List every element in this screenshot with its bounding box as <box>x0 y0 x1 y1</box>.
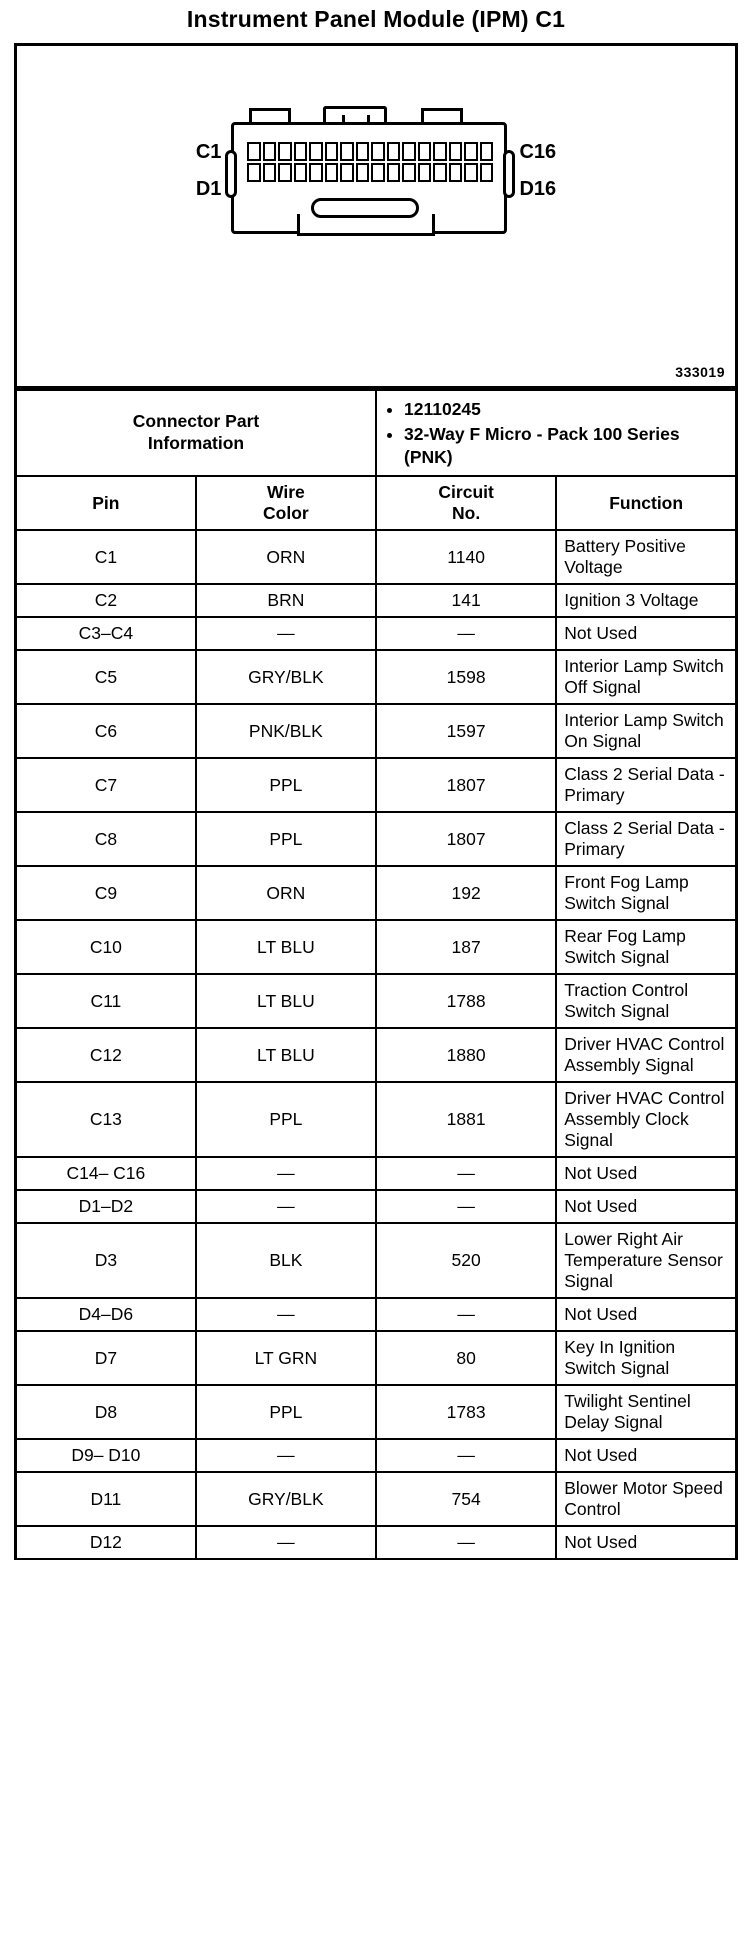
cell-circuit-no: 1140 <box>376 530 556 584</box>
cell-circuit-no: 1807 <box>376 758 556 812</box>
connector-pin <box>464 142 478 161</box>
cell-function: Not Used <box>556 617 736 650</box>
table-header-row <box>16 476 737 530</box>
cpi-bullet-connector-type: • 32-Way F Micro - Pack 100 Series (PNK) <box>404 423 728 469</box>
connector-pin <box>387 163 401 182</box>
header-circuit-line2: No. <box>452 503 481 524</box>
cell-wire-color: GRY/BLK <box>196 650 376 704</box>
cell-wire-color: — <box>196 1526 376 1559</box>
header-circuit-no <box>376 476 556 530</box>
cell-circuit-no: 1880 <box>376 1028 556 1082</box>
connector-pin-grid <box>247 142 493 182</box>
cell-function: Driver HVAC Control Assembly Clock Signal <box>556 1082 736 1157</box>
connector-keyway <box>311 198 419 218</box>
table-row <box>16 1223 737 1298</box>
cell-circuit-no: — <box>376 1439 556 1472</box>
connector-pin <box>418 163 432 182</box>
cell-function: Not Used <box>556 1298 736 1331</box>
cell-function: Traction Control Switch Signal <box>556 974 736 1028</box>
cell-wire-color: — <box>196 1439 376 1472</box>
cell-pin: C8 <box>16 812 196 866</box>
connector-pin <box>480 163 494 182</box>
table-row <box>16 650 737 704</box>
cell-wire-color: ORN <box>196 530 376 584</box>
connector-part-info-heading <box>16 390 377 476</box>
cell-pin: C12 <box>16 1028 196 1082</box>
cell-wire-color: PNK/BLK <box>196 704 376 758</box>
connector-pin <box>480 142 494 161</box>
connector-pin <box>449 142 463 161</box>
connector-pin <box>449 163 463 182</box>
header-pin: Pin <box>16 476 196 530</box>
table-row <box>16 1157 737 1190</box>
cell-wire-color: BLK <box>196 1223 376 1298</box>
connector-pin <box>371 142 385 161</box>
cell-pin: C14– C16 <box>16 1157 196 1190</box>
cell-pin: D7 <box>16 1331 196 1385</box>
table-row <box>16 1028 737 1082</box>
cell-pin: D12 <box>16 1526 196 1559</box>
connector-right-labels <box>519 141 556 201</box>
cell-circuit-no: 1597 <box>376 704 556 758</box>
label-d1: D1 <box>195 178 222 200</box>
connector-part-info-bullets <box>376 390 737 476</box>
cell-function: Rear Fog Lamp Switch Signal <box>556 920 736 974</box>
connector-pin <box>371 163 385 182</box>
connector-pin <box>402 163 416 182</box>
cell-function: Blower Motor Speed Control <box>556 1472 736 1526</box>
cell-function: Not Used <box>556 1190 736 1223</box>
table-row <box>16 866 737 920</box>
connector-pin <box>278 142 292 161</box>
connector-pin <box>418 142 432 161</box>
connector-pin <box>309 163 323 182</box>
cell-circuit-no: 520 <box>376 1223 556 1298</box>
cell-circuit-no: — <box>376 1190 556 1223</box>
connector-pin <box>294 142 308 161</box>
cpi-heading-line2: Information <box>147 433 245 454</box>
cell-pin: C6 <box>16 704 196 758</box>
cell-circuit-no: — <box>376 617 556 650</box>
cell-function: Lower Right Air Temperature Sensor Signal <box>556 1223 736 1298</box>
cell-pin: C9 <box>16 866 196 920</box>
cell-wire-color: — <box>196 617 376 650</box>
cell-circuit-no: — <box>376 1526 556 1559</box>
label-c1: C1 <box>195 141 222 163</box>
cell-circuit-no: — <box>376 1298 556 1331</box>
figure-id: 333019 <box>675 364 725 380</box>
cell-wire-color: LT BLU <box>196 1028 376 1082</box>
cell-function: Twilight Sentinel Delay Signal <box>556 1385 736 1439</box>
cell-circuit-no: 141 <box>376 584 556 617</box>
cell-wire-color: — <box>196 1298 376 1331</box>
connector-pin <box>387 142 401 161</box>
table-row <box>16 1331 737 1385</box>
cell-function: Class 2 Serial Data - Primary <box>556 758 736 812</box>
cell-wire-color: PPL <box>196 1385 376 1439</box>
table-row <box>16 1190 737 1223</box>
cell-circuit-no: 754 <box>376 1472 556 1526</box>
cell-circuit-no: 1807 <box>376 812 556 866</box>
header-function: Function <box>556 476 736 530</box>
connector-ear-left <box>225 150 237 198</box>
cell-wire-color: — <box>196 1190 376 1223</box>
cell-pin: D4–D6 <box>16 1298 196 1331</box>
cell-wire-color: LT BLU <box>196 920 376 974</box>
cell-circuit-no: 80 <box>376 1331 556 1385</box>
cell-circuit-no: 192 <box>376 866 556 920</box>
cell-pin: C3–C4 <box>16 617 196 650</box>
cell-wire-color: GRY/BLK <box>196 1472 376 1526</box>
cell-pin: D1–D2 <box>16 1190 196 1223</box>
header-wire-color <box>196 476 376 530</box>
connector-table <box>14 389 738 1560</box>
connector-pin <box>433 142 447 161</box>
cell-pin: C10 <box>16 920 196 974</box>
cell-function: Front Fog Lamp Switch Signal <box>556 866 736 920</box>
cell-function: Driver HVAC Control Assembly Signal <box>556 1028 736 1082</box>
cell-pin: D3 <box>16 1223 196 1298</box>
cell-wire-color: PPL <box>196 812 376 866</box>
connector-pin <box>325 142 339 161</box>
cell-pin: C7 <box>16 758 196 812</box>
connector-left-labels <box>196 141 222 201</box>
connector-pin <box>325 163 339 182</box>
connector-pin <box>433 163 447 182</box>
cell-circuit-no: 1598 <box>376 650 556 704</box>
cell-function: Class 2 Serial Data - Primary <box>556 812 736 866</box>
cpi-heading-line1: Connector Part <box>132 411 260 432</box>
label-c16: C16 <box>519 141 557 163</box>
table-row <box>16 704 737 758</box>
cell-wire-color: PPL <box>196 1082 376 1157</box>
connector-pin <box>356 163 370 182</box>
cell-function: Interior Lamp Switch On Signal <box>556 704 736 758</box>
connector-pin <box>356 142 370 161</box>
cell-pin: C11 <box>16 974 196 1028</box>
label-d16: D16 <box>519 178 557 200</box>
cell-pin: D9– D10 <box>16 1439 196 1472</box>
header-wire-line1: Wire <box>266 482 305 503</box>
cell-function: Not Used <box>556 1526 736 1559</box>
cell-circuit-no: — <box>376 1157 556 1190</box>
cell-circuit-no: 1881 <box>376 1082 556 1157</box>
cell-function: Battery Positive Voltage <box>556 530 736 584</box>
figure-frame <box>14 43 738 389</box>
cell-wire-color: ORN <box>196 866 376 920</box>
table-row <box>16 617 737 650</box>
table-row <box>16 1082 737 1157</box>
connector-part-info-row <box>16 390 737 476</box>
table-row <box>16 584 737 617</box>
cell-pin: C2 <box>16 584 196 617</box>
header-circuit-line1: Circuit <box>438 482 494 503</box>
cell-wire-color: BRN <box>196 584 376 617</box>
cell-circuit-no: 187 <box>376 920 556 974</box>
cell-circuit-no: 1783 <box>376 1385 556 1439</box>
table-row <box>16 1298 737 1331</box>
cell-wire-color: PPL <box>196 758 376 812</box>
header-wire-line2: Color <box>263 503 309 524</box>
connector-pin <box>263 142 277 161</box>
table-row <box>16 758 737 812</box>
connector-pin <box>247 142 261 161</box>
page-title: Instrument Panel Module (IPM) C1 <box>186 6 566 32</box>
connector-pin <box>464 163 478 182</box>
cell-pin: C1 <box>16 530 196 584</box>
table-row <box>16 1439 737 1472</box>
cell-function: Key In Ignition Switch Signal <box>556 1331 736 1385</box>
cell-function: Interior Lamp Switch Off Signal <box>556 650 736 704</box>
connector-pin <box>278 163 292 182</box>
table-row <box>16 530 737 584</box>
connector-pin <box>340 163 354 182</box>
table-row <box>16 1385 737 1439</box>
connector-diagram <box>17 46 735 389</box>
table-row <box>16 974 737 1028</box>
connector-pin <box>340 142 354 161</box>
cell-circuit-no: 1788 <box>376 974 556 1028</box>
connector-pin <box>294 163 308 182</box>
cell-pin: C13 <box>16 1082 196 1157</box>
connector-pin <box>402 142 416 161</box>
cell-pin: D11 <box>16 1472 196 1526</box>
connector-ear-right <box>503 150 515 198</box>
connector-pin <box>247 163 261 182</box>
table-row <box>16 812 737 866</box>
table-row <box>16 1526 737 1559</box>
connector-pin <box>263 163 277 182</box>
cell-wire-color: LT BLU <box>196 974 376 1028</box>
cell-wire-color: — <box>196 1157 376 1190</box>
table-row <box>16 1472 737 1526</box>
connector-drawing <box>225 106 515 236</box>
cell-wire-color: LT GRN <box>196 1331 376 1385</box>
connector-pin <box>309 142 323 161</box>
cpi-bullet-part-number: • 12110245 <box>404 398 728 421</box>
cell-pin: D8 <box>16 1385 196 1439</box>
cell-function: Ignition 3 Voltage <box>556 584 736 617</box>
cell-pin: C5 <box>16 650 196 704</box>
cell-function: Not Used <box>556 1157 736 1190</box>
table-row <box>16 920 737 974</box>
cell-function: Not Used <box>556 1439 736 1472</box>
